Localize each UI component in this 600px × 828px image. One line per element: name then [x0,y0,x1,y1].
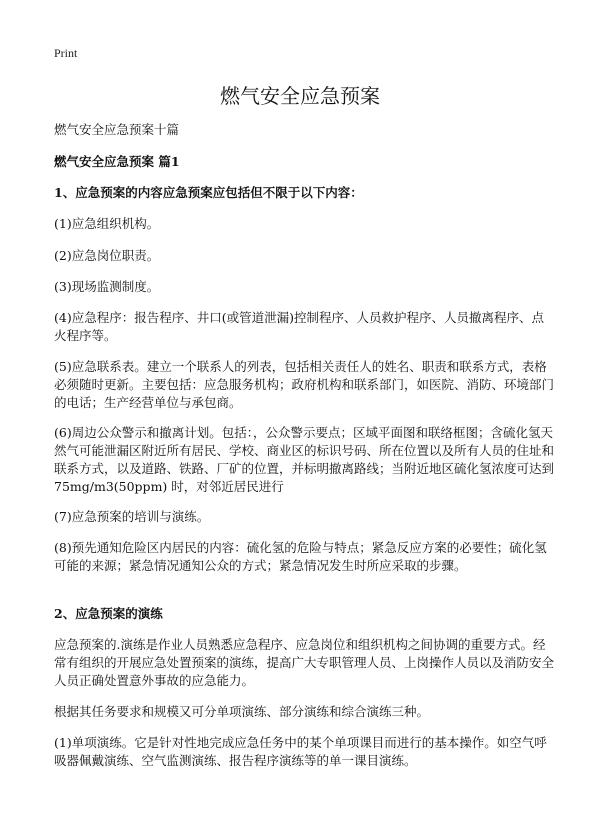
section-heading: 燃气安全应急预案 篇1 [54,154,180,169]
paragraph-1: 应急预案的.演练是作业人员熟悉应急程序、应急岗位和组织机构之间协调的重要方式。经常有组织的开展应急处置预案的演练，提高广大专职管理人员、上岗操作人员以及消防安全人员正确处置意外事故的应急能力。 [54,637,555,688]
paragraph-3: (1)单项演练。它是针对性地完成应急任务中的某个单项课目而进行的基本操作。如空气呼吸器佩戴演练、空气监测演练、报告程序演练等的单一课目演练。 [54,735,547,768]
list-item-7: (7)应急预案的培训与演练。 [54,509,210,524]
list-item-6: (6)周边公众警示和撤离计划。包括：，公众警示要点；区域平面图和联络框图；含硫化氢天然气可能泄漏区附近所有居民、学校、商业区的标识号码、所在位置以及所有人员的住址和联系方式，以及道路、铁路、厂矿的位置，并标明撤离路线；当附近地区硫化氢浓度可达到75mg/m3(50ppm) 时，对邻近居民进行 [54,425,555,494]
list-item-5: (5)应急联系表。建立一个联系人的列表，包括相关责任人的姓名、职责和联系方式，表格必须随时更新。主要包括：应急服务机构；政府机构和联系部门，如医院、消防、环境部门的电话；生产经营单位与承包商。 [54,359,555,410]
list-item-3: (3)现场监测制度。 [54,279,160,294]
document-subtitle: 燃气安全应急预案十篇 [54,122,180,137]
heading-2: 2、应急预案的演练 [54,606,163,621]
list-item-1: (1)应急组织机构。 [54,216,160,231]
document-title: 燃气安全应急预案 [220,84,380,108]
paragraph-2: 根据其任务要求和规模又可分单项演练、部分演练和综合演练三种。 [54,704,430,719]
list-item-4: (4)应急程序：报告程序、井口(或管道泄漏)控制程序、人员救护程序、人员撤离程序、点火程序等。 [54,310,544,343]
print-label: Print [54,46,78,60]
heading-1: 1、应急预案的内容应急预案应包括但不限于以下内容： [54,185,363,200]
list-item-2: (2)应急岗位职责。 [54,248,160,263]
list-item-8: (8)预先通知危险区内居民的内容：硫化氢的危险与特点；紧急反应方案的必要性；硫化氢可能的来源；紧急情况通知公众的方式；紧急情况发生时所应采取的步骤。 [54,540,547,573]
